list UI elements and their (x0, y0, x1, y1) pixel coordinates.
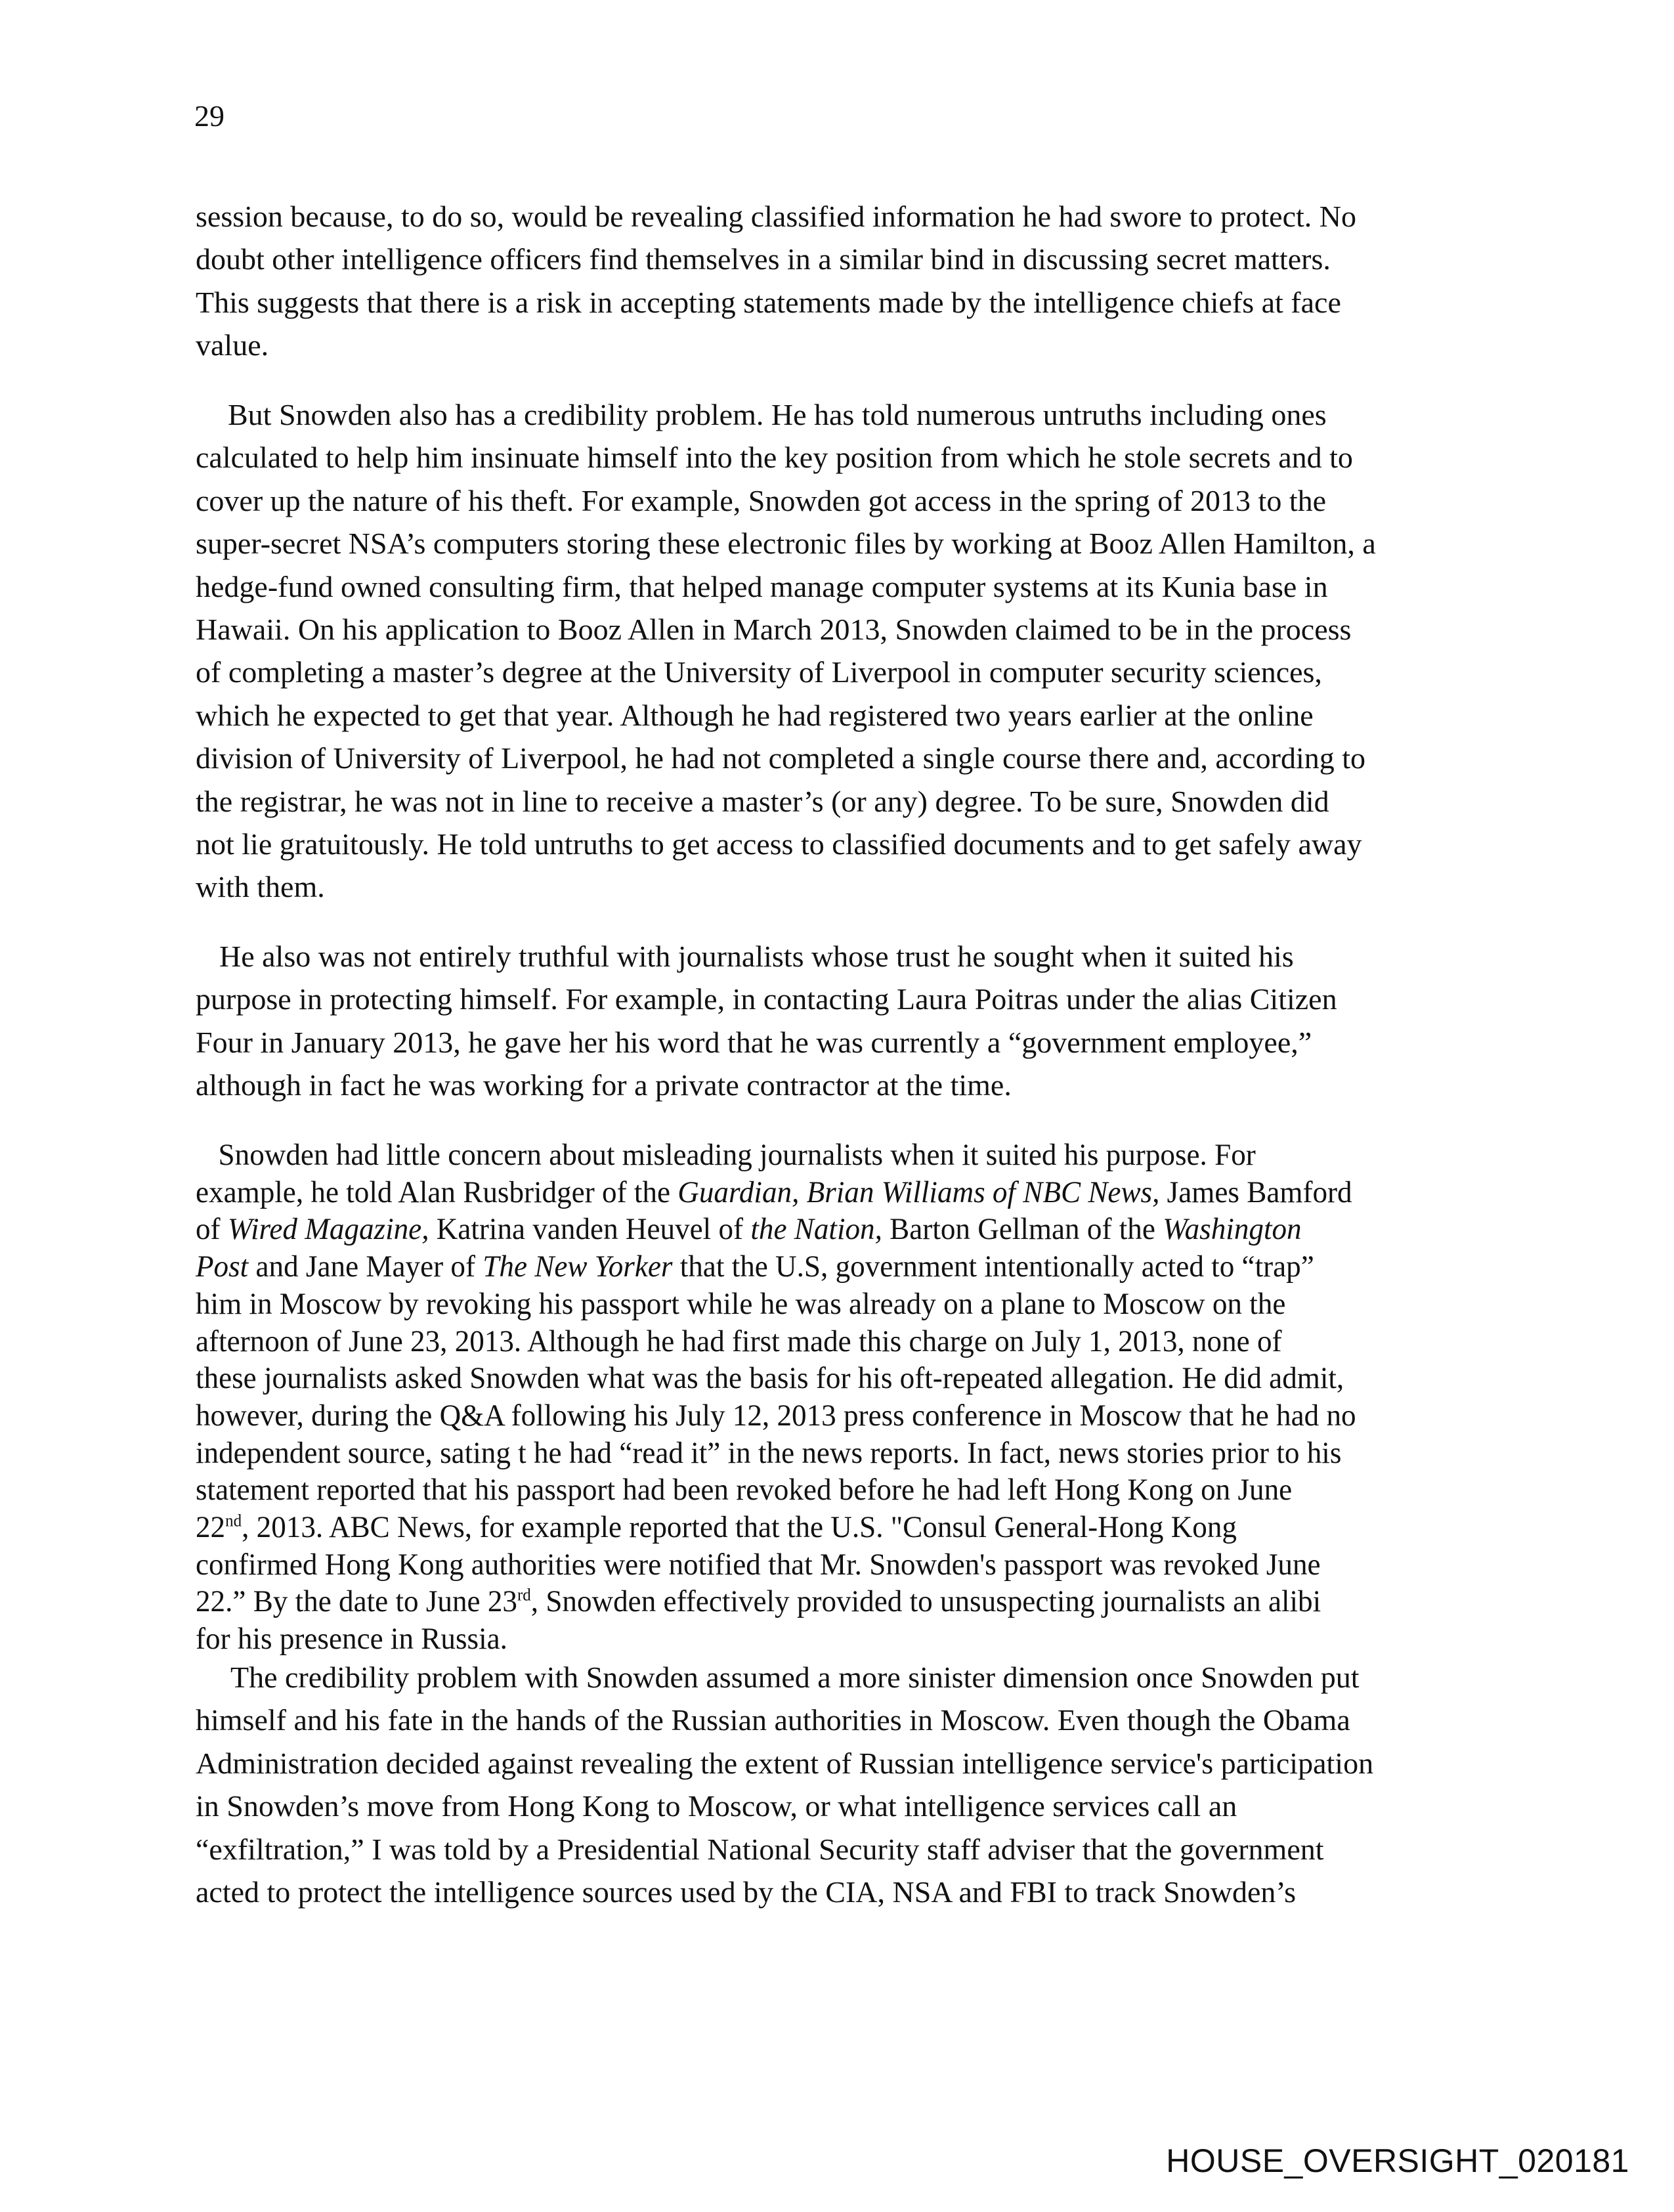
italic-text: Guardian, Brian Williams of NBC News, (677, 1175, 1160, 1209)
text-run: in Snowden’s move from Hong Kong to Moscow, or what intelligence services call an (196, 1789, 1237, 1823)
text-line (196, 1471, 1356, 1509)
text-run: value. (196, 328, 269, 362)
text-run: with them. (196, 870, 325, 904)
paragraph-5 (196, 1656, 1373, 1913)
text-line (196, 608, 1376, 651)
text-line (196, 1583, 1356, 1620)
text-line (196, 935, 1337, 978)
text-line (196, 1211, 1356, 1248)
italic-text: Post (196, 1249, 249, 1284)
text-line (196, 823, 1376, 865)
text-run: “exfiltration,” I was told by a Presidential National Security staff adviser that the government (196, 1832, 1324, 1866)
italic-text: Washington (1163, 1212, 1302, 1247)
text-line (196, 1137, 1356, 1174)
text-line (196, 195, 1356, 238)
text-line (196, 1785, 1373, 1827)
text-run: super-secret NSA’s computers storing these electronic files by working at Booz Allen Hamilton, a (196, 527, 1376, 561)
text-run: which he expected to get that year. Although he had registered two years earlier at the online (196, 698, 1314, 732)
superscript: rd (517, 1585, 531, 1605)
paragraph-4 (196, 1137, 1404, 1658)
text-run: statement reported that his passport had been revoked before he had left Hong Kong on June (196, 1473, 1293, 1507)
text-line (196, 737, 1376, 779)
paragraph-1 (196, 195, 1356, 367)
text-run: not lie gratuitously. He told untruths to get access to classified documents and to get safely away (196, 827, 1362, 861)
text-run: himself and his fate in the hands of the Russian authorities in Moscow. Even though the Obama (196, 1703, 1350, 1737)
text-run: But Snowden also has a credibility problem. He has told numerous untruths including ones (228, 398, 1327, 431)
text-run: He also was not entirely truthful with journalists whose trust he sought when it suited his (219, 940, 1294, 973)
text-line (196, 978, 1337, 1020)
text-line (196, 1248, 1356, 1286)
text-run: however, during the Q&A following his July 12, 2013 press conference in Moscow that he had no (196, 1398, 1356, 1433)
text-line (196, 436, 1376, 479)
text-line (196, 565, 1376, 608)
text-line (196, 1871, 1373, 1913)
text-line (196, 1828, 1373, 1871)
text-run: doubt other intelligence officers find themselves in a similar bind in discussing secret matters. (196, 242, 1331, 276)
text-line (196, 238, 1356, 280)
text-line (196, 1397, 1356, 1435)
text-line (196, 1509, 1356, 1546)
text-line (196, 1286, 1356, 1323)
text-line (196, 1656, 1373, 1699)
text-run: 22 (196, 1510, 226, 1545)
text-line (196, 1021, 1337, 1064)
text-run: the registrar, he was not in line to receive a master’s (or any) degree. To be sure, Snowden did (196, 784, 1329, 818)
text-line (196, 694, 1376, 737)
text-line (196, 1323, 1356, 1360)
text-run: 22.” By the date to June 23 (196, 1584, 517, 1619)
text-line (196, 1435, 1356, 1472)
text-run: hedge-fund owned consulting firm, that helped manage computer systems at its Kunia base in (196, 569, 1328, 603)
text-run: these journalists asked Snowden what was the basis for his oft-repeated allegation. He did admit, (196, 1361, 1344, 1396)
text-line (196, 1546, 1356, 1584)
italic-text: The New Yorker (483, 1249, 673, 1284)
text-line (196, 1064, 1337, 1106)
text-run: Snowden had little concern about misleading journalists when it suited his purpose. For (218, 1138, 1256, 1172)
text-run: confirmed Hong Kong authorities were notified that Mr. Snowden's passport was revoked June (196, 1547, 1321, 1582)
text-run: acted to protect the intelligence sources used by the CIA, NSA and FBI to track Snowden’s (196, 1875, 1297, 1909)
text-run: session because, to do so, would be revealing classified information he had swore to protect. No (196, 200, 1356, 233)
text-line (196, 324, 1356, 366)
text-run: and Jane Mayer of (248, 1249, 483, 1284)
text-run: Hawaii. On his application to Booz Allen in March 2013, Snowden claimed to be in the process (196, 613, 1352, 647)
text-run: , Snowden effectively provided to unsuspecting journalists an alibi (530, 1584, 1321, 1619)
text-run: independent source, sating t he had “read it” in the news reports. In fact, news stories prior to his (196, 1435, 1342, 1470)
text-line (196, 1620, 1356, 1658)
text-line (196, 1742, 1373, 1785)
text-run: of (196, 1212, 228, 1247)
text-line (196, 393, 1376, 436)
text-run: afternoon of June 23, 2013. Although he had first made this charge on July 1, 2013, none of (196, 1324, 1282, 1358)
page-number: 29 (194, 99, 225, 133)
text-line (196, 865, 1376, 908)
text-run: for his presence in Russia. (196, 1622, 507, 1657)
paragraph-2 (196, 393, 1376, 909)
text-line (196, 281, 1356, 324)
text-line (196, 479, 1376, 522)
text-line (196, 1699, 1373, 1741)
text-run: Katrina vanden Heuvel of (429, 1212, 751, 1247)
text-line (196, 1360, 1356, 1397)
text-run: This suggests that there is a risk in accepting statements made by the intelligence chiefs at face (196, 285, 1341, 319)
text-run: him in Moscow by revoking his passport while he was already on a plane to Moscow on the (196, 1286, 1286, 1321)
text-line (196, 522, 1376, 565)
text-run: calculated to help him insinuate himself into the key position from which he stole secrets and to (196, 441, 1353, 475)
text-line (196, 780, 1376, 823)
text-line (196, 1174, 1356, 1211)
italic-text: the Nation, (750, 1212, 882, 1247)
text-run: example, he told Alan Rusbridger of the (196, 1175, 678, 1209)
paragraph-3 (196, 935, 1337, 1107)
text-run: division of University of Liverpool, he had not completed a single course there and, according to (196, 741, 1366, 775)
text-run: Barton Gellman of the (882, 1212, 1163, 1247)
text-run: that the U.S, government intentionally acted to “trap” (672, 1249, 1314, 1284)
text-run: purpose in protecting himself. For example, in contacting Laura Poitras under the alias Citizen (196, 982, 1337, 1016)
superscript: nd (225, 1511, 242, 1530)
text-line (196, 651, 1376, 693)
text-run: although in fact he was working for a private contractor at the time. (196, 1068, 1012, 1102)
text-run: , 2013. ABC News, for example reported that the U.S. "Consul General-Hong Kong (242, 1510, 1237, 1545)
text-run: of completing a master’s degree at the University of Liverpool in computer security sciences, (196, 655, 1322, 689)
text-run: Four in January 2013, he gave her his word that he was currently a “government employee,” (196, 1025, 1312, 1059)
bates-stamp: HOUSE_OVERSIGHT_020181 (1166, 2142, 1629, 2179)
text-run: Administration decided against revealing the extent of Russian intelligence service's participation (196, 1746, 1374, 1780)
text-run: The credibility problem with Snowden assumed a more sinister dimension once Snowden put (230, 1660, 1360, 1694)
text-run: James Bamford (1159, 1175, 1352, 1209)
italic-text: Wired Magazine, (227, 1212, 429, 1247)
text-run: cover up the nature of his theft. For example, Snowden got access in the spring of 2013 to the (196, 483, 1327, 517)
